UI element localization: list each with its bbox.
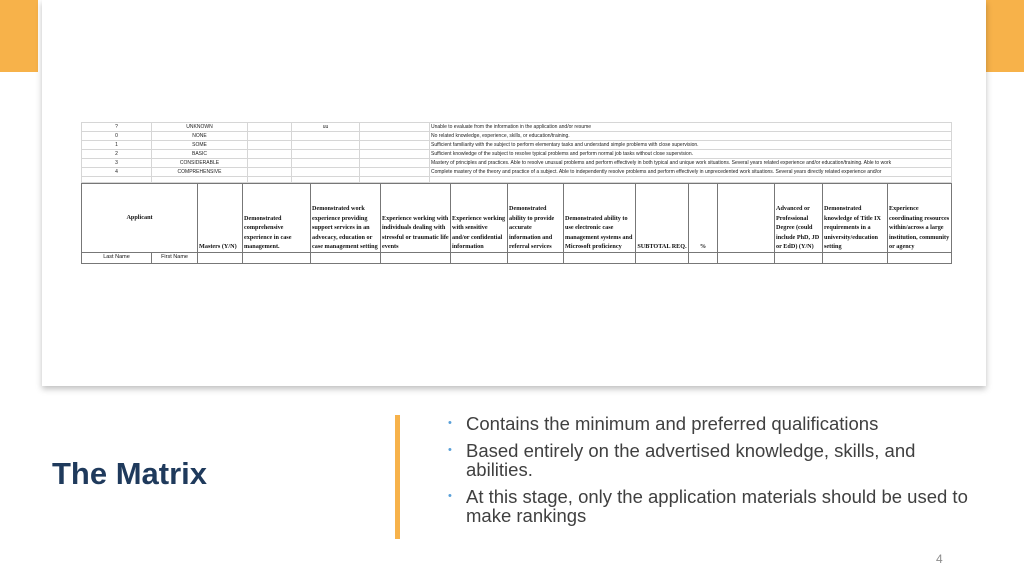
first-name-cell: First Name xyxy=(152,253,198,264)
scale-spacer-cell xyxy=(360,123,430,132)
vertical-divider xyxy=(395,415,400,539)
scale-spacer-cell xyxy=(360,132,430,141)
header-electronic-case-mgmt: Demonstrated ability to use electronic case management systems and Microsoft proficiency xyxy=(564,184,636,253)
scale-spacer-cell xyxy=(360,150,430,159)
bullet-item xyxy=(446,414,986,433)
page-number: 4 xyxy=(936,552,943,566)
bullet-dot-icon: • xyxy=(448,444,452,456)
matrix-cell xyxy=(381,253,451,264)
scale-spacer-cell xyxy=(360,168,430,177)
scale-spacer-cell xyxy=(248,168,292,177)
header-confidential-info: Experience working with sensitive and/or confidential information xyxy=(451,184,508,253)
matrix-cell xyxy=(823,253,888,264)
scale-code-cell: 3 xyxy=(82,159,152,168)
scale-description-cell: No related knowledge, experience, skills, or education/training. xyxy=(430,132,952,141)
header-referral-services: Demonstrated ability to provide accurate information and referral services xyxy=(508,184,564,253)
scale-description-cell: Sufficient knowledge of the subject to resolve typical problems and perform normal job tasks without close supervision. xyxy=(430,150,952,159)
scale-spacer-cell xyxy=(360,159,430,168)
scale-code-cell: 4 xyxy=(82,168,152,177)
bullet-text: Based entirely on the advertised knowledge, skills, and abilities. xyxy=(466,440,916,480)
bullet-item xyxy=(446,441,986,479)
scale-spacer-cell xyxy=(248,150,292,159)
header-stressful-events: Experience working with individuals dealing with stressful or traumatic life events xyxy=(381,184,451,253)
last-name-cell: Last Name xyxy=(82,253,152,264)
applicant-matrix-table xyxy=(81,183,952,264)
scale-spacer-cell xyxy=(248,141,292,150)
bullet-list xyxy=(446,414,986,533)
header-advanced-degree: Advanced or Professional Degree (could include PhD, JD or EdD) (Y/N) xyxy=(775,184,823,253)
scale-level-cell: UNKNOWN xyxy=(152,123,248,132)
accent-block-right xyxy=(986,0,1024,72)
bullet-dot-icon: • xyxy=(448,490,452,502)
matrix-cell xyxy=(451,253,508,264)
matrix-cell xyxy=(198,253,243,264)
scale-row xyxy=(82,159,952,168)
scale-extra-cell: uu xyxy=(292,123,360,132)
matrix-cell xyxy=(888,253,952,264)
scale-spacer-cell xyxy=(248,132,292,141)
header-coordinating-resources: Experience coordinating resources within/across a large institution, community or agency xyxy=(888,184,952,253)
scale-code-cell: 0 xyxy=(82,132,152,141)
matrix-cell xyxy=(636,253,689,264)
scale-blank-cell xyxy=(360,177,430,183)
scale-blank-cell xyxy=(82,177,152,183)
scale-extra-cell xyxy=(292,141,360,150)
bullet-item xyxy=(446,487,986,525)
applicant-header: Applicant xyxy=(82,184,198,253)
scale-row xyxy=(82,168,952,177)
rating-scale-table xyxy=(81,122,952,183)
header-empty xyxy=(718,184,775,253)
header-masters: Masters (Y/N) xyxy=(198,184,243,253)
scale-description-cell: Complete mastery of the theory and practice of a subject. Able to independently resolve problems and perform effectively in unprecedented work situations. Several years directly related experience and/or xyxy=(430,168,952,177)
header-case-management: Demonstrated comprehensive experience in case management. xyxy=(243,184,311,253)
bullet-text: At this stage, only the application materials should be used to make rankings xyxy=(466,486,968,526)
scale-extra-cell xyxy=(292,168,360,177)
matrix-cell xyxy=(564,253,636,264)
scale-level-cell: NONE xyxy=(152,132,248,141)
scale-spacer-cell xyxy=(248,123,292,132)
bullet-text: Contains the minimum and preferred qualifications xyxy=(466,413,879,434)
scale-blank-cell xyxy=(152,177,248,183)
scale-row xyxy=(82,141,952,150)
header-title-ix: Demonstrated knowledge of Title IX requirements in a university/education setting xyxy=(823,184,888,253)
matrix-cell xyxy=(718,253,775,264)
matrix-cell xyxy=(311,253,381,264)
header-percent: % xyxy=(689,184,718,253)
scale-row xyxy=(82,123,952,132)
scale-row xyxy=(82,150,952,159)
scale-blank-cell xyxy=(430,177,952,183)
scale-code-cell: 2 xyxy=(82,150,152,159)
accent-block-left xyxy=(0,0,38,72)
bullet-dot-icon: • xyxy=(448,417,452,429)
scale-extra-cell xyxy=(292,150,360,159)
scale-description-cell: Unable to evaluate from the information in the application and/or resume xyxy=(430,123,952,132)
scale-extra-cell xyxy=(292,159,360,168)
header-support-services: Demonstrated work experience providing support services in an advocacy, education or case management setting xyxy=(311,184,381,253)
scale-blank-cell xyxy=(292,177,360,183)
matrix-cell xyxy=(508,253,564,264)
scale-code-cell: 1 xyxy=(82,141,152,150)
matrix-cell xyxy=(689,253,718,264)
scale-extra-cell xyxy=(292,132,360,141)
matrix-cell xyxy=(775,253,823,264)
scale-spacer-cell xyxy=(248,159,292,168)
slide-title: The Matrix xyxy=(52,456,208,491)
header-subtotal: SUBTOTAL REQ. xyxy=(636,184,689,253)
scale-level-cell: CONSIDERABLE xyxy=(152,159,248,168)
spreadsheet-image-panel xyxy=(42,0,986,386)
scale-spacer-cell xyxy=(360,141,430,150)
scale-level-cell: BASIC xyxy=(152,150,248,159)
scale-blank-cell xyxy=(248,177,292,183)
scale-level-cell: COMPREHENSIVE xyxy=(152,168,248,177)
scale-row xyxy=(82,132,952,141)
scale-description-cell: Mastery of principles and practices. Able to resolve unusual problems and perform effectively in both typical and unique work situations. Several years related experience and/or education/training. Able to work xyxy=(430,159,952,168)
scale-code-cell: ? xyxy=(82,123,152,132)
matrix-header-row xyxy=(82,184,952,253)
scale-blank-row xyxy=(82,177,952,183)
scale-description-cell: Sufficient familiarity with the subject to perform elementary tasks and understand simple problems with close supervision. xyxy=(430,141,952,150)
scale-level-cell: SOME xyxy=(152,141,248,150)
matrix-cell xyxy=(243,253,311,264)
matrix-name-row xyxy=(82,253,952,264)
